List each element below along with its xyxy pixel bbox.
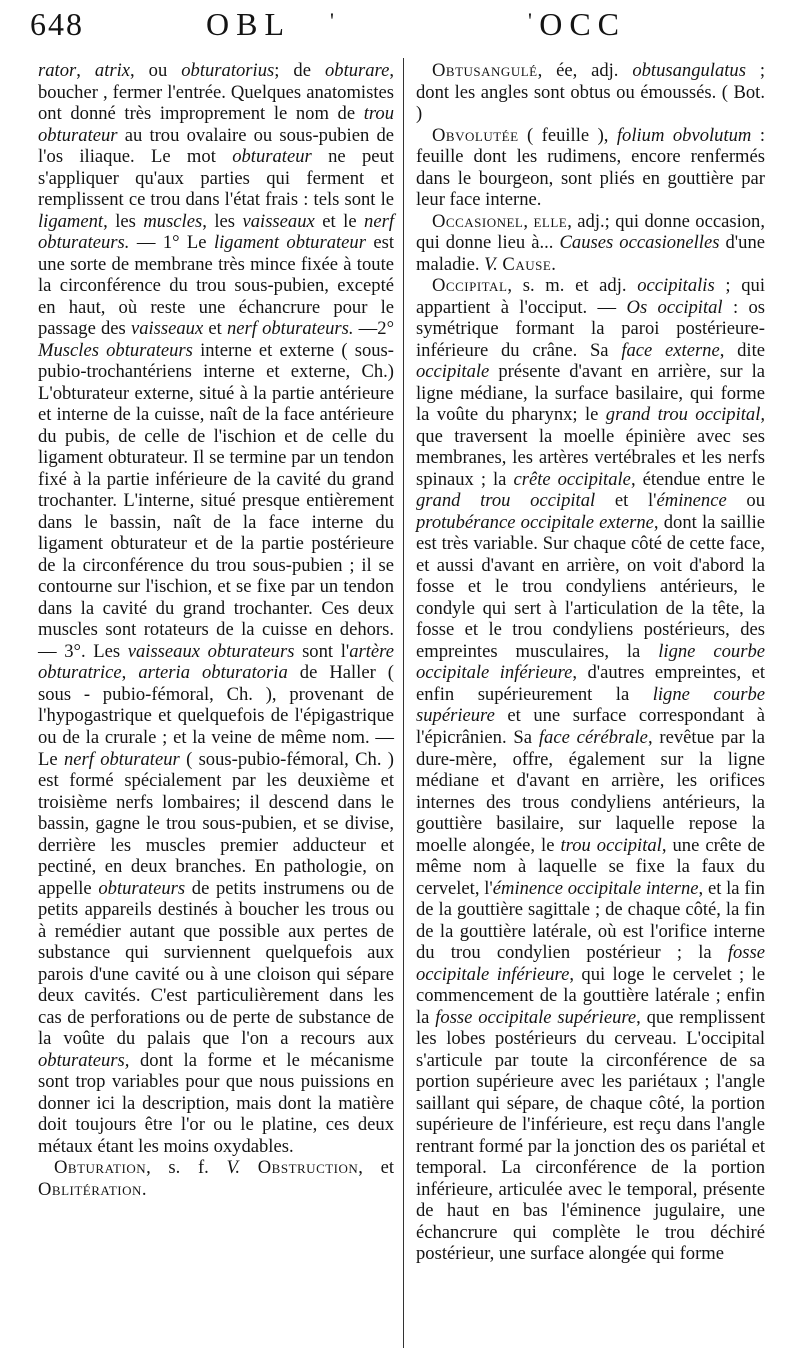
italic-term: vaisseaux [242, 210, 315, 232]
italic-term: V. [226, 1157, 241, 1179]
italic-term: trou obturateur [38, 103, 394, 146]
entry-text [240, 1157, 258, 1178]
italic-term: fosse occipitale supérieure [435, 1006, 637, 1028]
entry-text: et le [314, 210, 365, 232]
entry-text: est une sorte de membrane très mince fixée à toute la circonférence du trou sous-pubien, excepté en haut, où reste une échancrure pour le passage des [38, 232, 394, 340]
italic-term: éminence occipitale interne [492, 877, 699, 899]
italic-term: obturateurs, [38, 1049, 130, 1071]
entry-text: ( sous-pubio-fémoral, Ch. ) est formé spécialement par les deuxième et troisième nerfs lombaires; il descend dans le bassin, gagne le trou sous-pubien, et se divise, derrière les muscles premier adducteur et pectiné, en deux branches. En pathologie, on appelle [38, 748, 394, 899]
entry-text: ne peut s'appliquer qu'aux parties qui ferment et remplissent ce trou dans l'état frais : tels sont le [38, 146, 394, 211]
entry-occipital [416, 275, 765, 1265]
entry-obturation [38, 1157, 394, 1200]
header-mark-right: ' [528, 8, 534, 33]
entry-text: ( feuille ), [518, 124, 617, 146]
headword: elle [533, 210, 568, 232]
headword: Obtusangulé [432, 60, 538, 81]
entry-text: , [523, 210, 534, 232]
entry-text: interne et externe ( sous-pubio-trochantériens interne et externe, Ch.) L'obturateur externe, situé à la partie antérieure et interne de la cuisse, naît de la face antérieure du pubis, de celle de l'ischion et de celle du ligament obturateur. Il se termine par un tendon fixé à la partie inférieure de la cavité du grand trochanter. L'interne, situé presque entièrement dans le bassin, naît de la face interne du ligament obturateur et de la partie postérieure de la circonférence du trou sous-pubien ; il se contourne sur l'ischion, et se fixe par un tendon dans la cavité du grand trochanter. Ces deux muscles sont rotateurs de la cuisse en dehors. — 3°. Les [38, 339, 394, 662]
entry-obtusangule [416, 60, 765, 125]
entry-text: , d'autres empreintes, et enfin supérieurement la [416, 662, 765, 705]
entry-text: , les [202, 210, 243, 232]
entry-text: d'une maladie. [416, 232, 765, 275]
running-header [30, 6, 766, 56]
entry-text: , [76, 60, 95, 81]
entry-text: — 1° Le [129, 232, 214, 254]
entry-text: , s. m. et adj. [507, 275, 638, 297]
entry-text: et une surface correspondant à l'épicrânien. Sa [416, 705, 765, 748]
entry-text: , ée, adj. [537, 60, 633, 81]
header-mark-left: ' [330, 8, 336, 33]
entry-text: , [121, 662, 139, 684]
italic-term: obturateur [232, 146, 312, 168]
italic-term: nerf obturateurs. [226, 318, 354, 340]
page-number: 648 [30, 6, 84, 42]
entry-text: et l' [595, 490, 657, 512]
italic-term: fosse occipitale inférieure [416, 942, 765, 985]
italic-term: occipitalis [637, 275, 715, 297]
header-left-word: OBL [206, 6, 291, 42]
entry-obvolutee [416, 125, 765, 211]
italic-term: obtusangulatus [632, 60, 746, 81]
italic-term: crête occipitale [513, 468, 631, 490]
italic-term: occipitale [416, 361, 490, 383]
entry-text: ou [726, 490, 766, 512]
entry-occasionel [416, 211, 765, 276]
italic-term: rator [38, 60, 77, 81]
headword: Obturation [54, 1157, 147, 1179]
italic-term: ligament [38, 210, 104, 232]
column-divider [403, 58, 404, 1348]
italic-term: vaisseaux [130, 318, 204, 340]
italic-term: face cérébrale [538, 726, 648, 748]
italic-term: obturateurs [98, 877, 186, 899]
entry-text: et [203, 318, 227, 340]
entry-text: : feuille dont les rudimens, encore renfermés dans le bourgeon, sont pliés en gouttière par leur face interne. [416, 124, 765, 211]
right-column [416, 60, 765, 1265]
entry-text: sont l' [294, 640, 350, 662]
entry-text: , boucher , fermer l'entrée. Quelques anatomistes ont donné très improprement le nom de [38, 60, 395, 125]
entry-text: , adj.; qui donne occasion, qui donne lieu à... [416, 210, 766, 254]
italic-term: face externe [621, 339, 720, 361]
entry-text: , étendue entre le [630, 468, 765, 490]
entry-text: , une crête de même nom à laquelle se fixe la faux du cervelet, l' [416, 834, 766, 899]
entry-text: que traversent la moelle épinière avec ses membranes, les artères vertébrales et les nerfs spinaux ; la [416, 425, 765, 490]
entry-text: , s. f. [146, 1157, 227, 1179]
entry-text: , les [103, 210, 144, 232]
italic-term: obturatorius [181, 60, 275, 81]
italic-term: Os occipital [626, 296, 723, 318]
headword: Cause. [502, 253, 557, 275]
entry-text: , et [358, 1157, 395, 1179]
italic-term: Muscles obturateurs [38, 339, 193, 361]
entry-text: , qui loge le cervelet ; le commencement de la gouttière latérale ; enfin la [416, 963, 765, 1028]
headword: Obvolutée [432, 124, 519, 146]
entry-text: , dite [719, 339, 766, 361]
entry-obturateur-continued [38, 60, 394, 1157]
italic-term: grand trou occipital, [605, 404, 766, 426]
headword: Obstruction [257, 1157, 359, 1179]
entry-text: ; de [274, 60, 325, 81]
italic-term: folium obvolutum [616, 124, 752, 146]
italic-term: vaisseaux obturateurs [127, 640, 295, 662]
italic-term: ligne courbe occipitale inférieure [416, 640, 765, 684]
italic-term: grand trou occipital [416, 490, 596, 512]
italic-term: trou occipital [560, 834, 662, 856]
italic-term: obturare [324, 60, 390, 81]
entry-text: , que remplissent les lobes postérieurs du cerveau. L'occipital s'articule par toute la circonférence de sa portion supérieure avec les pariétaux ; l'angle saillant qui sépare, de chaque côté, la portion supérieure de l'inférieure, est reçu dans l'angle rentrant formé par la jonction des os pariétal et temporal. La circonférence de la portion inférieure, articulée avec le temporal, présente de haut en bas l'éminence jugulaire, une échancrure qui complète le trou déchiré postérieur, une surface alongée qui forme [416, 1006, 765, 1265]
italic-term: atrix [94, 60, 131, 81]
entry-text: , revêtue par la dure-mère, offre, également sur la ligne médiane et d'avant en arrière, les orifices internes des trous condyliens antérieurs, la gouttière basilaire, sur laquelle repose la moelle alongée, le [416, 726, 765, 856]
headword: Occipital [432, 275, 508, 297]
entry-text: de Haller ( sous - pubio-fémoral, Ch. ), provenant de l'hypogastrique et quelquefois de l'épigastrique ou de la crurale ; et la veine de même nom. — Le [38, 662, 394, 770]
header-right-word: OCC [539, 6, 626, 42]
entry-text: présente d'avant en arrière, sur la ligne médiane, la surface basilaire, qui forme la voûte du pharynx; le [416, 361, 765, 426]
italic-term: arteria obturatoria [138, 662, 288, 684]
entry-text: , et la fin de la gouttière sagittale ; de chaque côté, la fin de la gouttière latérale, où est l'orifice interne du trou condylien postérieur ; la [416, 877, 765, 964]
italic-term: V. [484, 253, 498, 275]
entry-text: —2° [353, 318, 394, 340]
italic-term: muscles [143, 210, 203, 232]
left-column [38, 60, 394, 1200]
headword: Oblitération. [38, 1178, 148, 1200]
entry-text: dont la forme et le mécanisme sont trop variables pour que nous puissions en donner ici la description, mais dont la matière doit toujours être l'or ou le platine, ces deux métaux étant les moins oxydables. [38, 1049, 394, 1157]
entry-text: : os symétrique formant la paroi postérieure-inférieure du crâne. Sa [416, 296, 766, 361]
italic-term: ligne courbe supérieure [416, 683, 765, 727]
italic-term: artère obturatrice [38, 640, 394, 684]
entry-text: de petits instrumens ou de petits appareils destinés à boucher les trous ou à remédier autant que possible aux pertes de substance qui surviennent quelquefois aux parois d'une cavité ou à une cloison qui sépare deux cavités. C'est particulièrement dans les cas de perforations ou de perte de substance de la voûte du palais que l'on a recours aux [38, 877, 394, 1050]
entry-text: ; qui appartient à l'occiput. — [416, 275, 765, 318]
italic-term: nerf obturateur [63, 748, 180, 770]
italic-term: nerf obturateurs. [38, 210, 394, 254]
entry-text: , dont la saillie est très variable. Sur chaque côté de cette face, et aussi d'avant en arrière, on voit d'abord la fosse et le trou condyliens antérieurs, le condyle qui sert à l'articulation de la tête, la fosse et le trou condyliens postérieurs, des empreintes musculaires, la [416, 511, 765, 662]
italic-term: ligament obturateur [213, 232, 366, 254]
italic-term: Causes occasionelles [559, 232, 720, 254]
headword: Occasionel [432, 210, 524, 232]
italic-term: éminence [656, 490, 727, 512]
entry-text: , ou [130, 60, 182, 81]
italic-term: protubérance occipitale externe [416, 511, 654, 533]
entry-text: ; dont les angles sont obtus ou émoussés. ( Bot. ) [416, 60, 765, 125]
entry-text: au trou ovalaire ou sous-pubien de l'os iliaque. Le mot [38, 124, 394, 168]
